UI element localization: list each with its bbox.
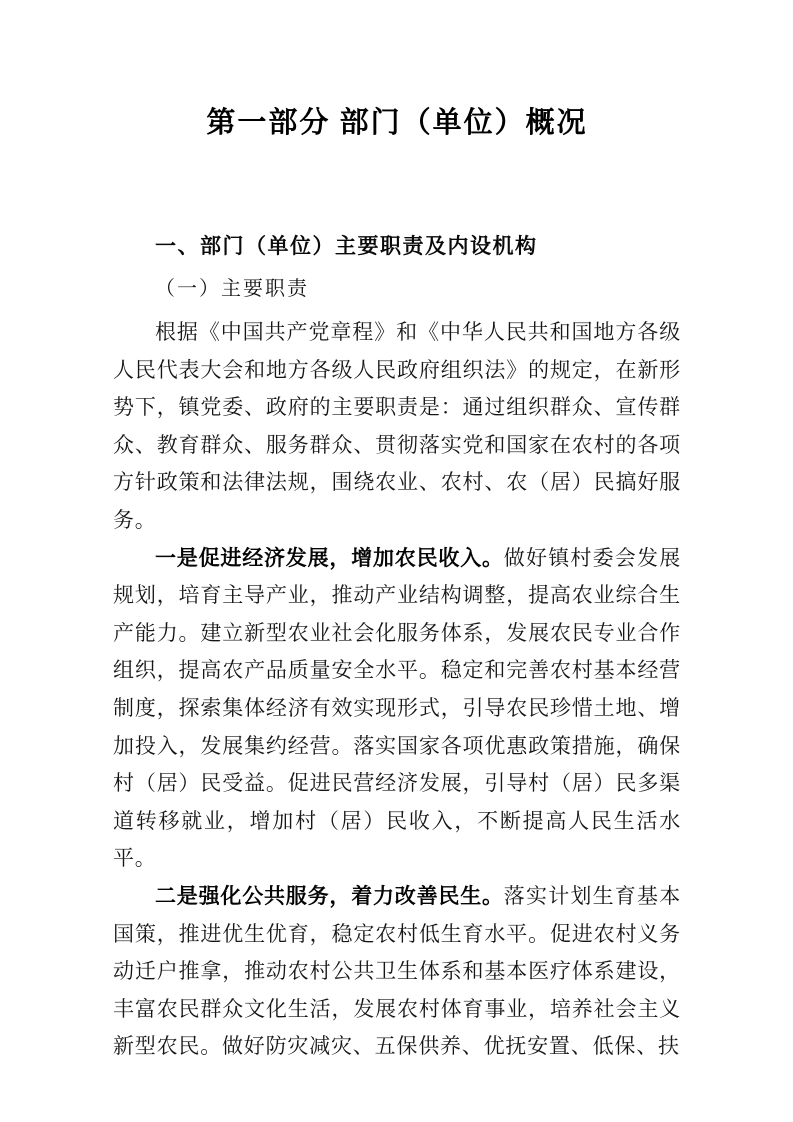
document-title: 第一部分 部门（单位）概况 [206,107,588,139]
paragraph-text: 落实计划生育基本国策，推进优生优育，稳定农村低生育水平。促进农村义务动迁户推拿，推动农村公共卫生体系和基本医疗体系建设，丰富农民群众文化生活，发展农村体育事业，培养社会主义新型农民。做好防灾减灾、五保供养、优抚安置、低保、扶 [113,883,681,1059]
paragraph [113,540,681,878]
paragraph-lead: 一是促进经济发展，增加农民收入。 [155,546,504,570]
paragraph-lead: 二是强化公共服务，着力改善民生。 [155,884,504,908]
section-heading: 一、部门（单位）主要职责及内设机构 [155,235,538,258]
paragraph [113,314,681,540]
paragraph [113,878,681,1066]
body-text [113,314,681,1066]
paragraph-text: 根据《中国共产党章程》和《中华人民共和国地方各级人民代表大会和地方各级人民政府组织法》的规定，在新形势下，镇党委、政府的主要职责是：通过组织群众、宣传群众、教育群众、服务群众、贯彻落实党和国家在农村的各项方针政策和法律法规，围绕农业、农村、农（居）民搞好服务。 [113,320,681,532]
paragraph-text: 做好镇村委会发展规划，培育主导产业，推动产业结构调整，提高农业综合生产能力。建立新型农业社会化服务体系，发展农民专业合作组织，提高农产品质量安全水平。稳定和完善农村基本经营制度，探索集体经济有效实现形式，引导农民珍惜土地、增加投入，发展集约经营。落实国家各项优惠政策措施，确保村（居）民受益。促进民营经济发展，引导村（居）民多渠道转移就业，增加村（居）民收入，不断提高人民生活水平。 [113,545,681,871]
page-content [113,0,681,1066]
subsection-heading: （一）主要职责 [155,278,309,300]
